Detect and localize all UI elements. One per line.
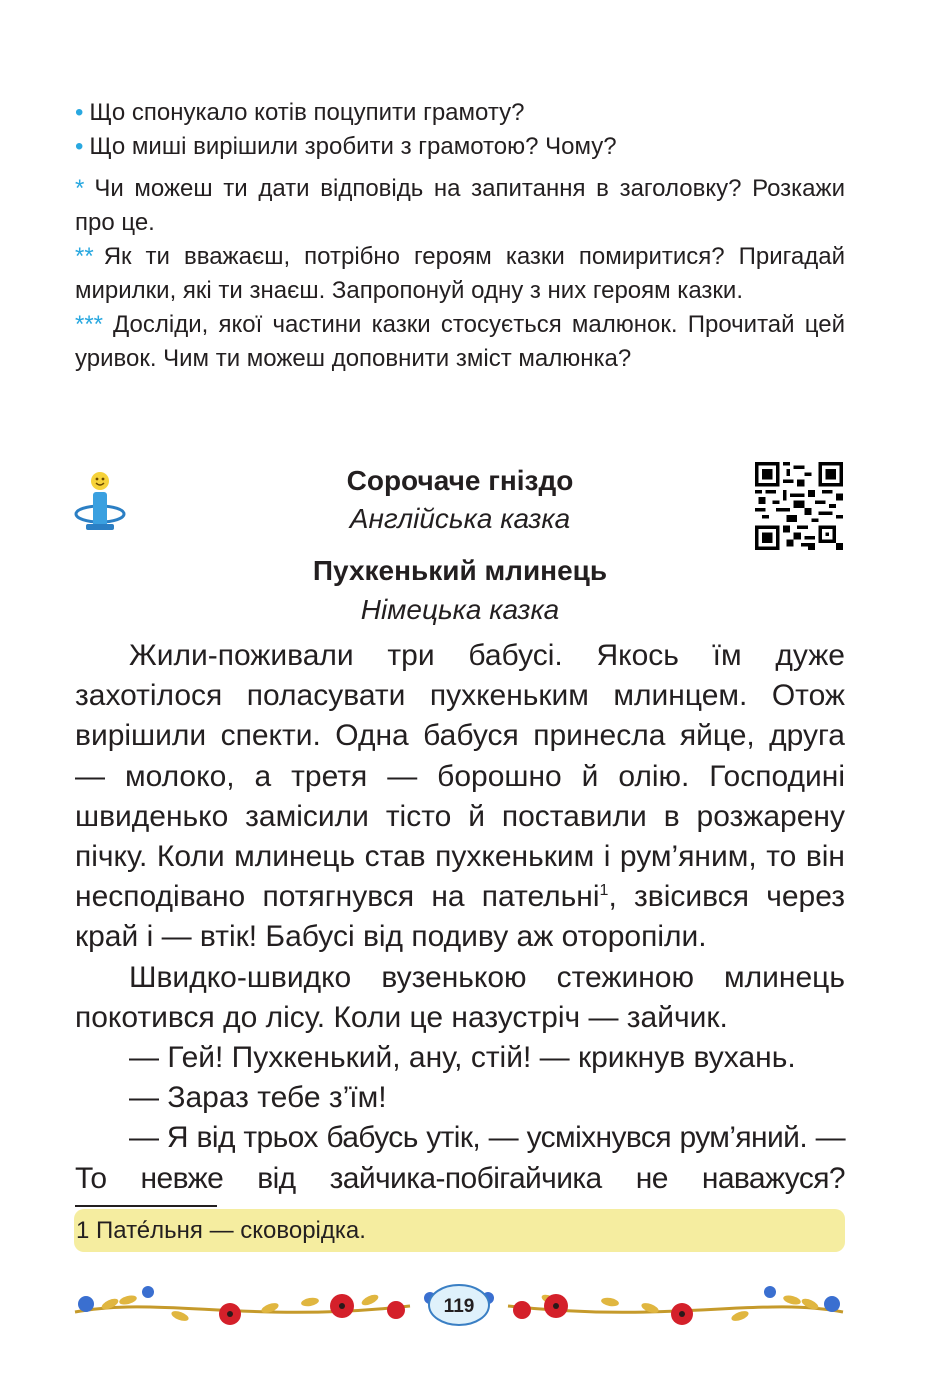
story-subtitle: Німецька казка [360, 594, 560, 625]
story-title: Пухкенький млинець [312, 555, 608, 586]
footnote-divider [75, 1205, 217, 1207]
story-text [75, 636, 845, 1199]
footnote: 1 Пате́льня — сковорідка. [74, 1209, 845, 1252]
story-dialogue: — Я від трьох бабусь утік, — усміхнувся рум’яний. — То невже від зайчика-побігайчика не наважуся? [75, 1121, 845, 1195]
story-dialogue: — Гей! Пухкенький, ану, стій! — крикнув вухань. [129, 1041, 796, 1075]
task-item: *** Досліди, якої частини казки стосується малюнок. Прочитай цей уривок. Чим ти можеш доповнити зміст малюнка? [75, 311, 845, 372]
story-paragraph: Швидко-швидко вузенькою стежиною млинець покотився до лісу. Коли це назустріч — зайчик. [75, 960, 845, 1034]
story-paragraph: Жили-поживали три бабусі. Якось їм дуже захотілося поласувати пухкеньким млинцем. Отож вирішили спекти. Одна бабуся принесла яйце, друга — молоко, а третя — борошно й олію. Господині швиденько замісили тісто й поставили в розжарену пічку. Коли млинець став пухкеньким і рум’яним, то він несподівано потягнувся на пательні$^1$, звісився через край і — втік! Бабусі від подиву аж оторопіли. [75, 639, 846, 954]
reading-subtitle: Англійська казка [349, 503, 571, 534]
reading-title: Сорочаче гніздо [346, 465, 574, 496]
wheat-poppy-cornflower-border [70, 1278, 848, 1334]
difficulty-marker: ** [75, 243, 94, 270]
story-dialogue: — Зараз тебе з’їм! [129, 1081, 387, 1115]
footnote-mark: 1 [599, 882, 609, 900]
question-list [75, 96, 845, 164]
bullet-icon: • [75, 133, 84, 160]
task-item: * Чи можеш ти дати відповідь на запитання в заголовку? Розкажи про це. [75, 175, 845, 236]
question-item: • Що миші вирішили зробити з грамотою? Чому? [75, 133, 617, 160]
question-item: • Що спонукало котів поцупити грамоту? [75, 99, 525, 126]
task-list [75, 172, 845, 376]
page-number: 119 [443, 1296, 475, 1317]
difficulty-marker: *** [75, 311, 104, 338]
bullet-icon: • [75, 99, 84, 126]
difficulty-marker: * [75, 175, 85, 202]
task-item: ** Як ти вважаєш, потрібно героям казки помиритися? Пригадай мирилки, які ти знаєш. Запропонуй одну з них героям казки. [75, 243, 845, 304]
